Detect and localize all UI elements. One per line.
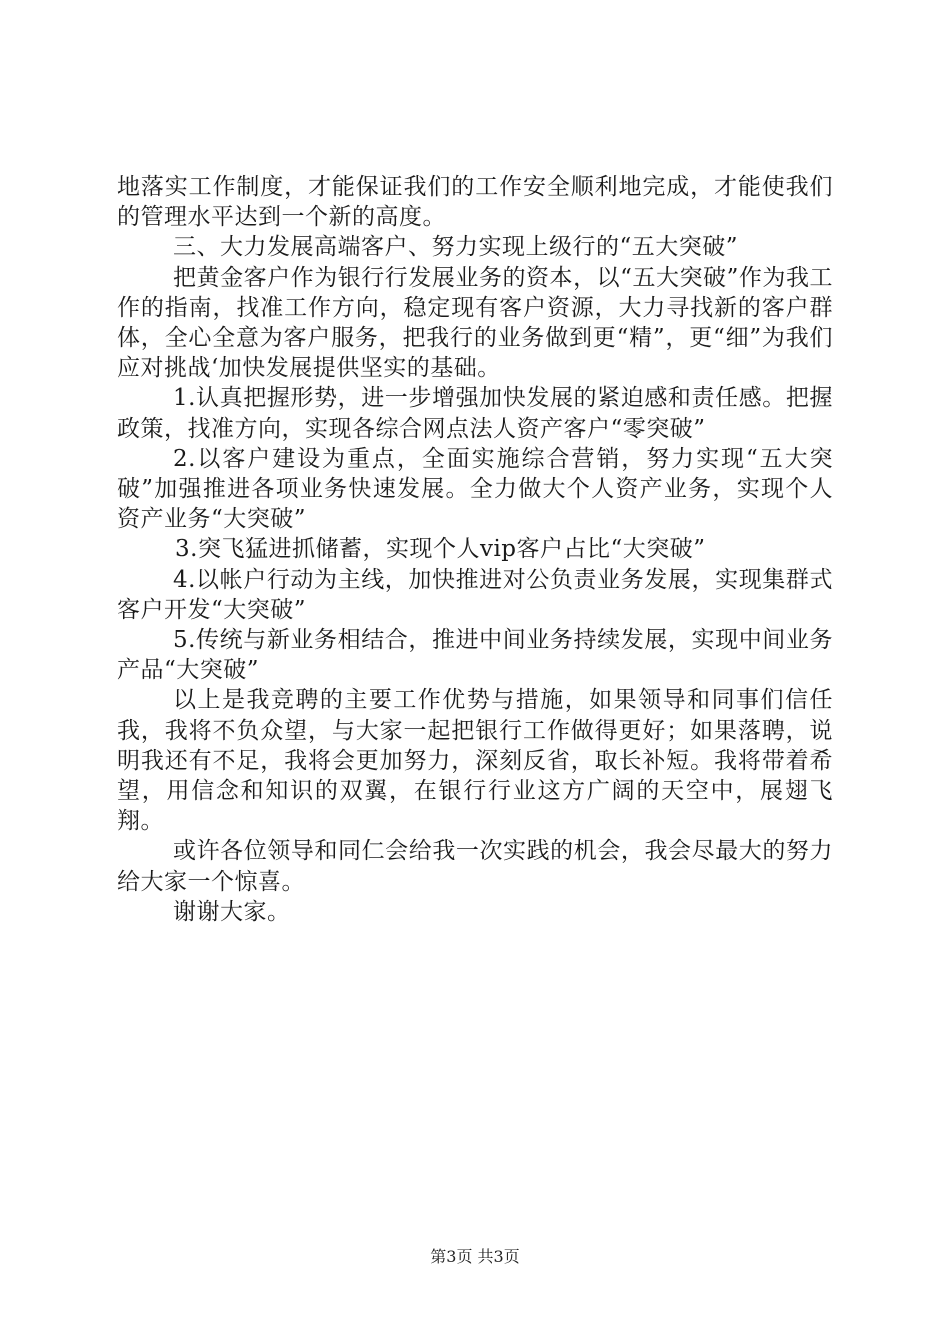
- list-item-1: 1.认真把握形势，进一步增强加快发展的紧迫感和责任感。把握政策，找准方向，实现各综合网点法人资产客户“零突破”: [117, 385, 833, 442]
- list-item-3: 3.突飞猛进抓储蓄，实现个人vip客户占比“大突破”: [175, 536, 706, 563]
- list-item-5: 5.传统与新业务相结合，推进中间业务持续发展，实现中间业务产品“大突破”: [117, 627, 833, 684]
- list-item-2: 2.以客户建设为重点，全面实施综合营销，努力实现“五大突破”加强推进各项业务快速发展。全力做大个人资产业务，实现个人资产业务“大突破”: [117, 445, 833, 533]
- list-item-4: 4.以帐户行动为主线，加快推进对公负责业务发展，实现集群式客户开发“大突破”: [117, 566, 833, 623]
- page-number: 第3页 共3页: [430, 1247, 520, 1266]
- paragraph-2: 把黄金客户作为银行行发展业务的资本，以“五大突破”作为我工作的指南，找准工作方向，稳定现有客户资源，大力寻找新的客户群体，全心全意为客户服务，把我行的业务做到更“精”，更“细”为我们应对挑战‘加快发展提供坚实的基础。: [117, 264, 833, 382]
- closing-line: 谢谢大家。: [173, 898, 291, 925]
- paragraph-1: 地落实工作制度，才能保证我们的工作安全顺利地完成，才能使我们的管理水平达到一个新的高度。: [117, 174, 833, 231]
- section-heading: 三、大力发展高端客户、努力实现上级行的“五大突破”: [173, 234, 739, 261]
- paragraph-3: 以上是我竞聘的主要工作优势与措施，如果领导和同事们信任我，我将不负众望，与大家一起把银行工作做得更好；如果落聘，说明我还有不足，我将会更加努力，深刻反省，取长补短。我将带着希望，用信念和知识的双翼，在银行行业这方广阔的天空中，展翅飞翔。: [117, 687, 833, 835]
- page-footer: [0, 1244, 950, 1267]
- document-body: [117, 172, 833, 927]
- paragraph-4: 或许各位领导和同仁会给我一次实践的机会，我会尽最大的努力给大家一个惊喜。: [117, 838, 833, 895]
